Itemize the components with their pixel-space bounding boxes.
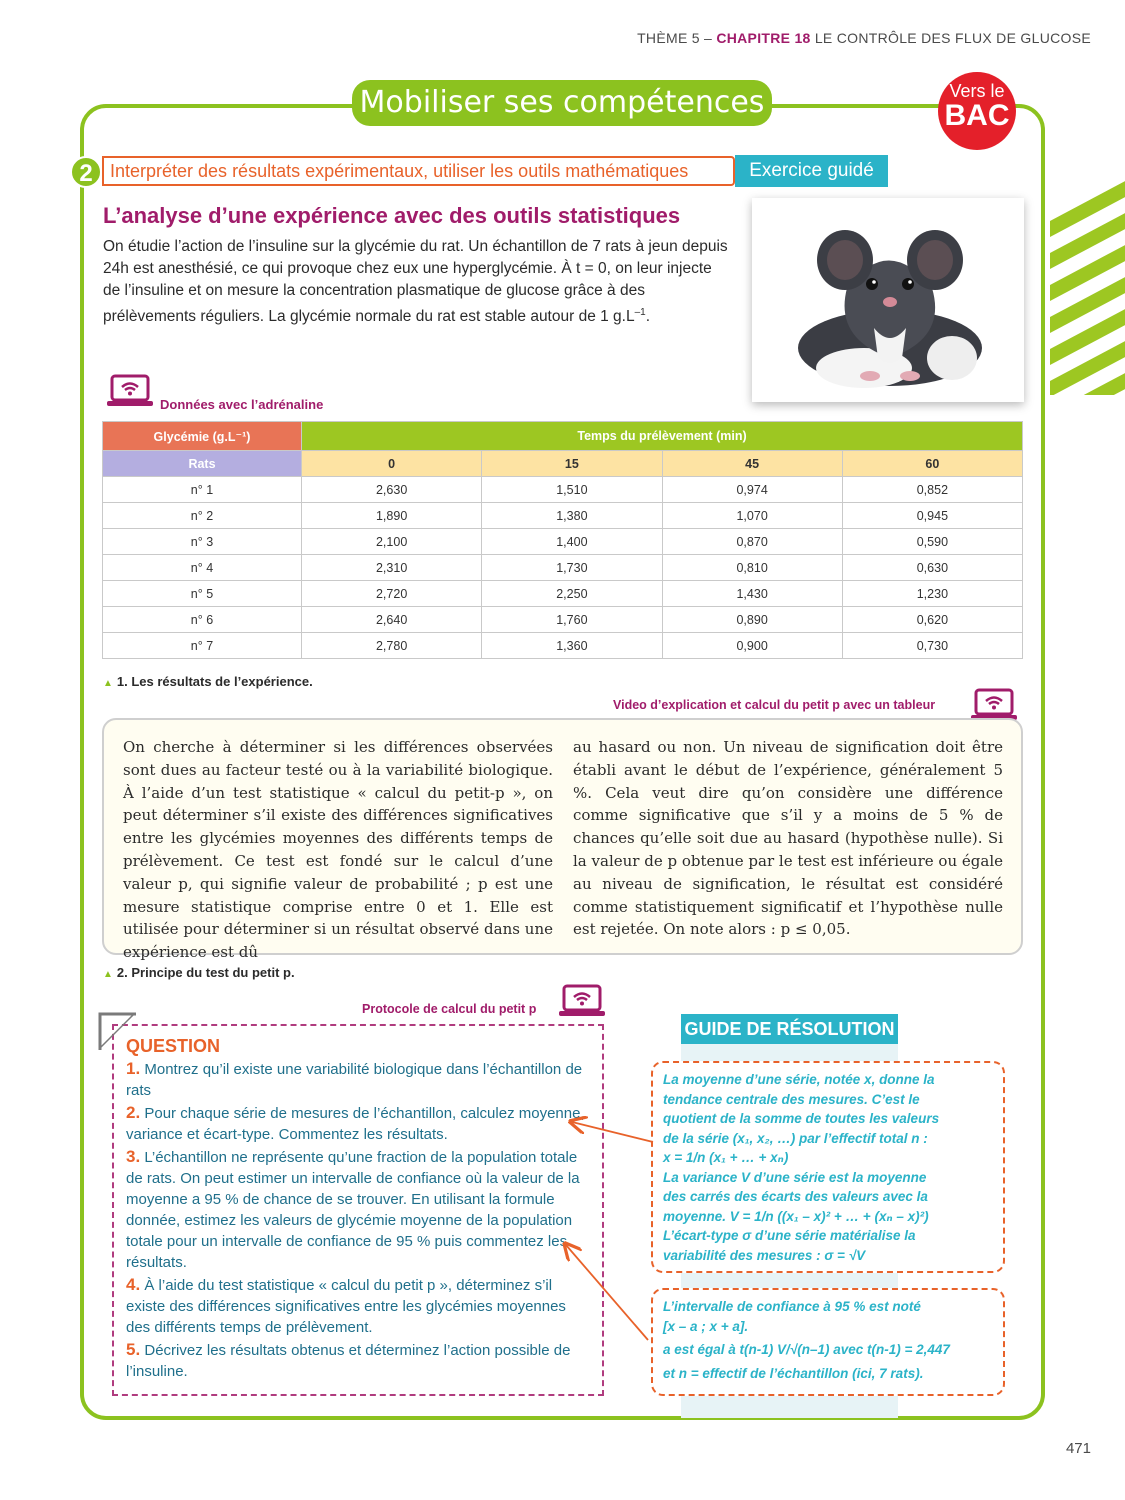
table-cell: 2,250 bbox=[482, 581, 662, 607]
table-cell: 2,780 bbox=[302, 633, 482, 659]
table-header-glycemia: Glycémie (g.L⁻¹) bbox=[103, 422, 302, 451]
bac-badge-line2: BAC bbox=[944, 99, 1010, 132]
table-cell: 2,310 bbox=[302, 555, 482, 581]
table-cell: 0,900 bbox=[662, 633, 842, 659]
table-cell: 0,630 bbox=[842, 555, 1022, 581]
theme-label: THÈME 5 – bbox=[637, 30, 717, 46]
intro-text: On étudie l’action de l’insuline sur la glycémie du rat. Un échantillon de 7 rats à jeun depuis 24h est anesthésié, ce qui provoque chez eux une hyperglycémie. À t = 0, on leur injecte de l’insuline et on mesure la concentration plasmatique de glucose grâce à des prélèvements réguliers. La glycémie normale du rat est stable autour de 1 $g.L^{-1}$. bbox=[103, 238, 728, 326]
list-item: 3. L’échantillon ne représente qu’une fraction de la population totale de rats. On peut estimer un intervalle de confiance où la valeur de la moyenne a 95 % de chance de se trouver. En utilisant la formule donnée, estimez les valeurs de glycémie moyenne de la population totale pour un intervalle de confiance de 95 % puis commentez les résultats. bbox=[126, 1147, 580, 1271]
exercise-title: L’analyse d’une expérience avec des outils statistiques bbox=[103, 203, 681, 228]
table-header-time-45: 45 bbox=[662, 451, 842, 477]
table-cell: n° 6 bbox=[103, 607, 302, 633]
table-cell: 1,510 bbox=[482, 477, 662, 503]
table-header-time-60: 60 bbox=[842, 451, 1022, 477]
table-cell: 0,730 bbox=[842, 633, 1022, 659]
arrow-to-q2 bbox=[572, 1122, 653, 1142]
table-cell: 0,870 bbox=[662, 529, 842, 555]
page-number: 471 bbox=[1065, 1440, 1091, 1457]
table-cell: 1,230 bbox=[842, 581, 1022, 607]
table-cell: 0,890 bbox=[662, 607, 842, 633]
table-cell: n° 1 bbox=[103, 477, 302, 503]
table-cell: n° 3 bbox=[103, 529, 302, 555]
table-cell: 0,974 bbox=[662, 477, 842, 503]
exercise-number: 2 bbox=[70, 156, 102, 188]
guide-title: GUIDE DE RÉSOLUTION bbox=[681, 1014, 898, 1044]
table-header-time: Temps du prélèvement (min) bbox=[302, 422, 1023, 451]
arrow-to-q3 bbox=[566, 1245, 648, 1340]
table-cell: 1,360 bbox=[482, 633, 662, 659]
list-item: 1. Montrez qu’il existe une variabilité biologique dans l’échantillon de rats bbox=[126, 1059, 583, 1099]
principle-caption: ▲ 2. Principe du test du petit p. bbox=[103, 965, 295, 980]
table-cell: 2,100 bbox=[302, 529, 482, 555]
table-cell: 0,852 bbox=[842, 477, 1022, 503]
question-title: QUESTION bbox=[126, 1036, 221, 1056]
data-section-label: Données avec l’adrénaline bbox=[160, 397, 324, 412]
protocol-link[interactable]: Protocole de calcul du petit p bbox=[362, 1002, 537, 1016]
table-cell: 2,630 bbox=[302, 477, 482, 503]
triangle-icon: ▲ bbox=[103, 969, 113, 980]
competence-title: Interpréter des résultats expérimentaux, utiliser les outils mathématiques bbox=[102, 156, 735, 186]
principle-text-col1: On cherche à déterminer si les différences observées sont dues au facteur testé ou à la variabilité biologique. À l’aide d’un test statistique « calcul du petit-p », on peut déterminer s’il existe des différences significatives entre les glycémies moyennes des différents temps de prélèvement. Ce test est fondé sur le calcul d’une valeur p, qui signifie valeur de probabilité ; p est une mesure statistique comprise entre 0 et 1. Elle est utilisée pour déterminer si un résultat observé dans une expérience est dû bbox=[123, 738, 553, 962]
table-cell: 0,590 bbox=[842, 529, 1022, 555]
table-cell: 1,070 bbox=[662, 503, 842, 529]
banner-title: Mobiliser ses compétences bbox=[352, 80, 772, 126]
table-cell: 0,945 bbox=[842, 503, 1022, 529]
principle-text-col2: au hasard ou non. Un niveau de signification doit être établi avant le début de l’expérience, généralement 5 %. Cela veut dire qu’on considère une différence comme significative que s’il y a moins de 5 % de chances qu’elle soit due au hasard (hypothèse nulle). Si la valeur de p obtenue par le test est inférieure ou égale au niveau de signification, le résultat est considéré comme statistiquement significatif et l’hypothèse nulle est rejetée. On note alors : p ≤ 0,05. bbox=[573, 738, 1003, 939]
table-cell: 1,430 bbox=[662, 581, 842, 607]
list-item: 2. Pour chaque série de mesures de l’échantillon, calculez moyenne, variance et écart-type. Commentez les résultats. bbox=[126, 1103, 585, 1143]
table-header-time-0: 0 bbox=[302, 451, 482, 477]
triangle-icon: ▲ bbox=[103, 678, 113, 689]
table-cell: n° 2 bbox=[103, 503, 302, 529]
table-cell: 1,890 bbox=[302, 503, 482, 529]
table-cell: 2,640 bbox=[302, 607, 482, 633]
bac-badge-line1: Vers le bbox=[949, 81, 1005, 101]
table-cell: n° 4 bbox=[103, 555, 302, 581]
table-cell: n° 7 bbox=[103, 633, 302, 659]
video-link[interactable]: Video d’explication et calcul du petit p avec un tableur bbox=[613, 698, 936, 712]
list-item: 5. Décrivez les résultats obtenus et déterminez l’action possible de l’insuline. bbox=[126, 1340, 571, 1380]
list-item: 4. À l’aide du test statistique « calcul du petit p », déterminez s’il existe des différences significatives entre les glycémies moyennes des différents temps de prélèvement. bbox=[126, 1275, 566, 1336]
table-header-time-15: 15 bbox=[482, 451, 662, 477]
hint-box-confidence: L’intervalle de confiance à 95 % est noté [x – a ; x + a]. a est égal à t(n-1) V/√(n–1) avec t(n-1) = 2,447 et n = effectif de l’échantillon (ici, 7 rats). bbox=[651, 1288, 1005, 1396]
chapter-label: CHAPITRE 18 bbox=[716, 30, 811, 46]
hint-box-statistics: La moyenne d’une série, notée x, donne la tendance centrale des mesures. C’est le quotient de la somme de toutes les valeurs de la série (x₁, x₂, …) par l’effectif total n : x = 1/n (x₁ + … + xₙ) La variance V d’une série est la moyenne des carrés des écarts des valeurs avec la moyenne. V = 1/n ((x₁ – x)² + … + (xₙ – x)²) L’écart-type σ d’une série matérialise la variabilité des mesures : σ = √V bbox=[651, 1061, 1005, 1273]
table-cell: 0,810 bbox=[662, 555, 842, 581]
table-cell: 1,400 bbox=[482, 529, 662, 555]
table-cell: 1,760 bbox=[482, 607, 662, 633]
exercise-tag: Exercice guidé bbox=[735, 155, 888, 187]
chapter-title: LE CONTRÔLE DES FLUX DE GLUCOSE bbox=[810, 30, 1091, 46]
table-cell: 2,720 bbox=[302, 581, 482, 607]
table-cell: 0,620 bbox=[842, 607, 1022, 633]
table-cell: 1,380 bbox=[482, 503, 662, 529]
table-cell: n° 5 bbox=[103, 581, 302, 607]
table-cell: 1,730 bbox=[482, 555, 662, 581]
table-header-rats: Rats bbox=[103, 451, 302, 477]
table-caption: ▲ 1. Les résultats de l’expérience. bbox=[103, 674, 313, 689]
